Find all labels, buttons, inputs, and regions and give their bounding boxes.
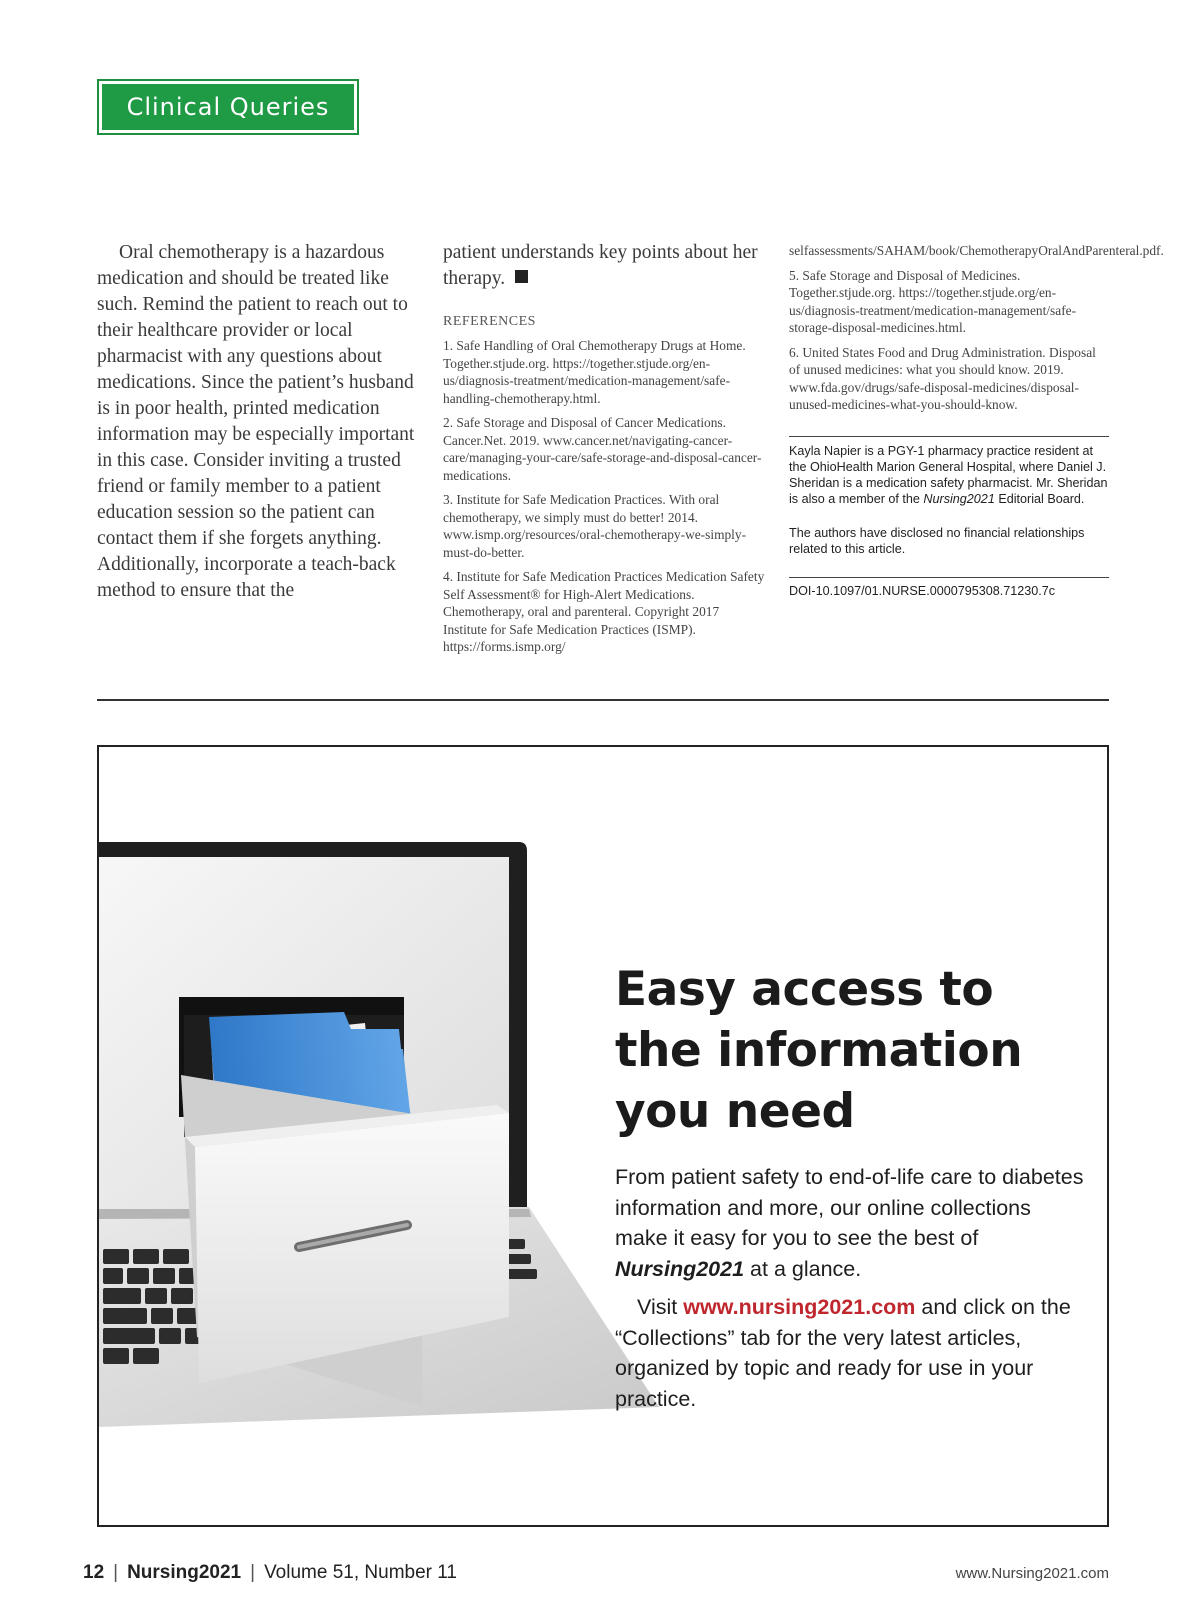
- reference-item-2: 2. Safe Storage and Disposal of Cancer Medications. Cancer.Net. 2019. www.cancer.net/navigating-cancer-care/managing-your-care/safe-storage-and-disposal-cancer-medications.: [443, 415, 762, 483]
- ad-paragraph-2-start: Visit: [637, 1295, 678, 1319]
- article-column-3: [789, 242, 1164, 598]
- website-link[interactable]: www.nursing2021.com: [683, 1295, 916, 1319]
- footer-website: www.Nursing2021.com: [955, 1565, 1109, 1582]
- ad-headline-line-1: Easy access to: [615, 962, 994, 1017]
- ad-body: [615, 1162, 1085, 1414]
- article-column-1: [97, 240, 422, 604]
- reference-item-4: 4. Institute for Safe Medication Practices Medication Safety Self Assessment® for High-Alert Medications. Chemotherapy, oral and parenteral. Copyright 2017 Institute for Safe Medication Practices (ISMP). https://forms.ismp.org/: [443, 569, 765, 654]
- advertisement: [97, 745, 1109, 1527]
- section-label: Clinical Queries: [102, 84, 354, 130]
- article-body-continued-text: patient understands key points about her therapy.: [443, 242, 758, 289]
- ad-paragraph-2-end: and click on the “Collections” tab for the very latest articles, organized by topic and ready for use in your practice.: [615, 1295, 1071, 1411]
- ad-headline-line-3: you need: [615, 1084, 855, 1139]
- reference-item-6: 6. United States Food and Drug Administration. Disposal of unused medicines: what you should know. 2019. www.fda.gov/drugs/safe-disposal-medicines/disposal-unused-medicines-what-you-should-know.: [789, 344, 1096, 412]
- article-column-2: [443, 240, 765, 656]
- author-bio: [789, 436, 1109, 507]
- footer-magazine-name: Nursing2021: [127, 1562, 242, 1583]
- author-bio-text: Kayla Napier is a PGY-1 pharmacy practice resident at the OhioHealth Marion General Hospital, where Daniel J. Sheridan is a medication safety pharmacist. Mr. Sheridan is also a member of the: [789, 443, 1108, 506]
- article-body-text: Oral chemotherapy is a hazardous medication and should be treated like such. Remind the patient to reach out to their healthcare provider or local pharmacist with any questions about medications. Since the patient’s husband is in poor health, printed medication information may be especially important in this case. Consider inviting a trusted friend or family member to a patient education session so the patient can contact them if she forgets anything. Additionally, incorporate a teach-back method to ensure that the: [97, 242, 415, 601]
- ad-paragraph-1-end: at a glance.: [750, 1256, 862, 1281]
- author-bio-magazine: Nursing2021: [923, 491, 995, 506]
- footer-separator: |: [113, 1562, 119, 1583]
- end-of-article-mark: [515, 270, 528, 283]
- ad-brand-name: Nursing2021: [615, 1256, 745, 1281]
- reference-item-1: 1. Safe Handling of Oral Chemotherapy Drugs at Home. Together.stjude.org. https://together.stjude.org/en-us/diagnosis-treatment/medication-management/safe-handling-chemotherapy.html.: [443, 338, 746, 406]
- section-label-tab: [97, 79, 359, 135]
- references-heading: REFERENCES: [443, 314, 536, 329]
- ad-paragraph-2: [615, 1292, 1085, 1414]
- reference-item-3: 3. Institute for Safe Medication Practices. With oral chemotherapy, we simply must do better! 2014. www.ismp.org/resources/oral-chemotherapy-we-simply-must-do-better.: [443, 492, 747, 560]
- ad-copy: [615, 959, 1085, 1414]
- ad-headline: [615, 959, 1085, 1142]
- disclosure-statement: The authors have disclosed no financial relationships related to this article.: [789, 525, 1085, 556]
- article-body-continued: [443, 240, 765, 292]
- footer-issue: Volume 51, Number 11: [264, 1562, 457, 1583]
- footer-separator: |: [250, 1562, 256, 1583]
- author-bio-end: Editorial Board.: [998, 491, 1085, 506]
- reference-item-4-continued: selfassessments/SAHAM/book/ChemotherapyOralAndParenteral.pdf.: [789, 243, 1164, 258]
- section-divider: [97, 699, 1109, 701]
- ad-paragraph-1-start: From patient safety to end-of-life care to diabetes information and more, our online collections make it easy for you to see the best of: [615, 1165, 1084, 1250]
- reference-item-5: 5. Safe Storage and Disposal of Medicines. Together.stjude.org. https://together.stjude.org/en-us/diagnosis-treatment/medication-management/safe-storage-disposal-medicines.html.: [789, 267, 1077, 335]
- ad-paragraph-1: [615, 1162, 1085, 1284]
- page-number: 12: [83, 1562, 105, 1583]
- ad-headline-line-2: the information: [615, 1023, 1023, 1078]
- doi: DOI-10.1097/01.NURSE.0000795308.71230.7c: [789, 577, 1109, 598]
- page-footer: [83, 1562, 457, 1584]
